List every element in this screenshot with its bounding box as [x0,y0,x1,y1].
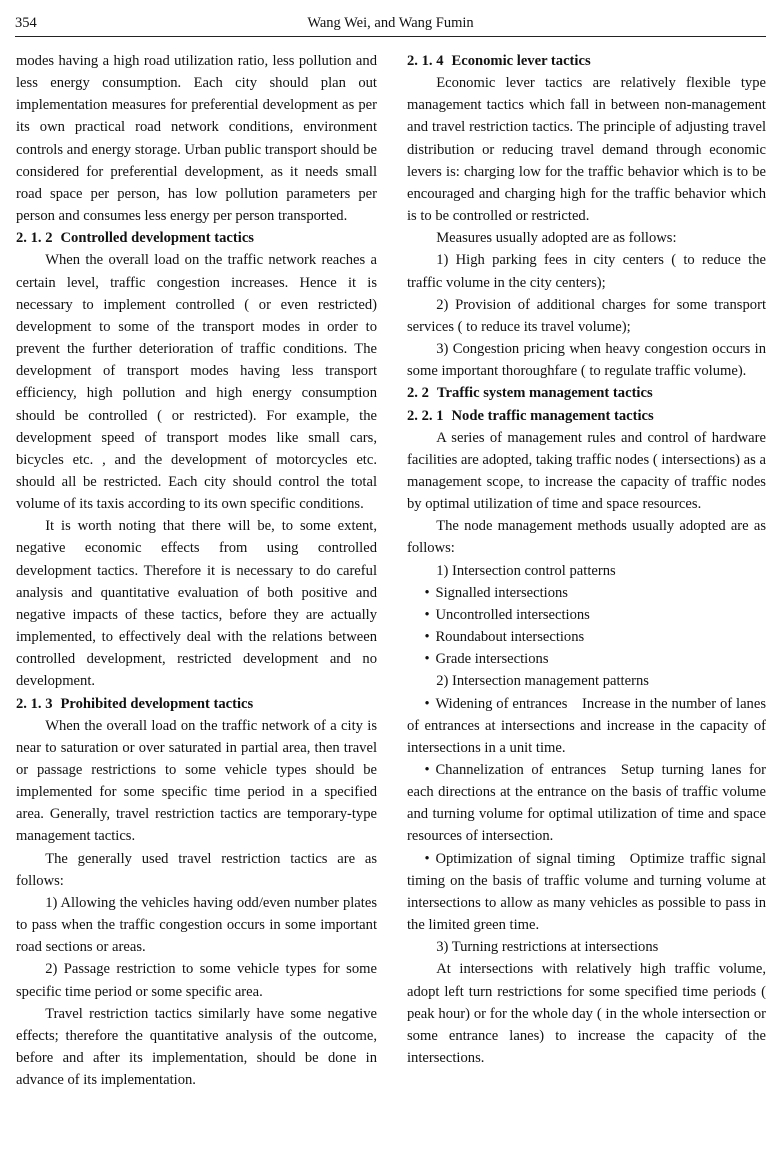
section-title: Node traffic management tactics [451,407,654,424]
section-number: 2. 2 [407,385,429,402]
bullet-paragraph [407,848,766,937]
bullet-text: Setup turning lanes for each directions at the entrance on the basis of traffic volume and turning volume for optimal utilization of time and space resources of intersection. [407,762,766,845]
paragraph: It is worth noting that there will be, to some extent, negative economic effects from using controlled development tactics. Therefore it is necessary to do careful analysis and quantitative evaluation of both positive and negative impacts of these tactics, before they are actually implemented, to effectively deal with the relations between controlled development, restricted development and no development. [16,518,377,690]
left-column [16,50,377,1091]
section-heading-2-2-1 [407,405,766,427]
section-title: Prohibited development tactics [60,695,254,712]
right-column [407,50,766,1069]
section-title: Traffic system management tactics [436,385,653,402]
bullet-term: Optimization of signal timing [435,850,616,867]
section-number: 2. 1. 2 [16,230,53,247]
section-heading-2-1-3 [16,693,377,715]
section-title: Economic lever tactics [451,53,591,69]
bullet-item: • Signalled intersections [407,582,766,604]
bullet-item: • Uncontrolled intersections [407,604,766,626]
section-heading-2-1-2 [16,227,377,249]
bullet-item: • Roundabout intersections [407,626,766,648]
paragraph: The generally used travel restriction tactics are as follows: [16,850,377,889]
paragraph: Travel restriction tactics similarly have some negative effects; therefore the quantitative analysis of the outcome, before and after its implementation, should be done in advance of its implementation. [16,1005,377,1089]
page-header [15,12,766,37]
section-heading-2-1-4 [407,50,766,72]
paragraph: When the overall load on the traffic network of a city is near to saturation or over saturated in partial area, then travel or passage restrictions to some vehicle types should be implemented for some specific time period in a specified area. Generally, travel restriction tactics are temporary-type management tactics. [16,717,377,845]
paragraph: A series of management rules and control of hardware facilities are adopted, taking traffic nodes ( intersections) as a management scope, to increase the capacity of traffic nodes by optimal utilization of time and space resources. [407,429,766,513]
paragraph: modes having a high road utilization ratio, less pollution and less energy consumption. Each city should plan out implementation measures for preferential development as per its own practical road network conditions, environment controls and energy storage. Urban public transport should be considered for preferential development, as it needs small road space per person, has low pollution parameters per person and consumes less energy per person transported. [16,53,377,225]
bullet-item: • Grade intersections [407,648,766,670]
bullet-term: Channelization of entrances [435,762,607,778]
list-item: 2) Passage restriction to some vehicle types for some specific time period or some specific area. [16,961,377,1000]
paragraph: When the overall load on the traffic network reaches a certain level, traffic congestion increases. Hence it is necessary to implement controlled ( or even restricted) development to some of the transport modes in order to prevent the further deterioration of traffic conditions. The development of transport modes having less transport efficiency, high pollution and high energy consumption should be controlled ( or restricted). For example, the development speed of transport modes like small cars, bicycles etc. , and the development of motorcycles etc. should all be restricted. Each city should control the total volume of its taxis according to its own specific conditions. [16,252,377,513]
bullet-paragraph [407,759,766,848]
list-item: 2) Intersection management patterns [436,673,649,690]
bullet-paragraph [407,693,766,759]
bullet-text: Optimize traffic signal timing on the basis of traffic volume and turning volume at intersections to allow as many vehicles as possible to pass in the limited green time. [407,850,766,934]
list-item: 2) Provision of additional charges for some transport services ( to reduce its travel volume); [407,296,766,335]
section-number: 2. 1. 3 [16,695,53,712]
bullet-term: Widening of entrances [435,695,568,712]
paragraph: Measures usually adopted are as follows: [436,230,677,247]
section-title: Controlled development tactics [60,230,254,247]
list-item: 3) Congestion pricing when heavy congestion occurs in some important thoroughfare ( to regulate traffic volume). [407,341,766,380]
section-heading-2-2 [407,382,766,404]
paragraph: At intersections with relatively high traffic volume, adopt left turn restrictions for some specified time periods ( peak hour) or for the whole day ( in the whole intersection or some entrance lanes) to increase the capacity of the intersections. [407,961,766,1067]
paragraph: Economic lever tactics are relatively flexible type management tactics which fall in between non-management and travel restriction tactics. The principle of adjusting travel distribution or reducing travel demand through economic levers is: charging low for the traffic behavior which is to be encouraged and charging high for the traffic behavior which is to be controlled or restricted. [407,75,766,225]
section-number: 2. 2. 1 [407,407,444,424]
running-head: Wang Wei, and Wang Fumin [307,15,474,31]
page-number: 354 [15,15,37,31]
bullet-text: Increase in the number of lanes of entrances at intersections and increase in the capacity of intersections in a unit time. [407,695,767,756]
list-item: 3) Turning restrictions at intersections [436,939,659,956]
paragraph: The node management methods usually adopted are as follows: [407,518,766,557]
list-item: 1) Allowing the vehicles having odd/even number plates to pass when the traffic congestion occurs in some important road sections or areas. [16,894,377,956]
section-number: 2. 1. 4 [407,53,444,69]
list-item: 1) High parking fees in city centers ( to reduce the traffic volume in the city centers); [407,252,766,291]
list-item: 1) Intersection control patterns [436,562,616,579]
